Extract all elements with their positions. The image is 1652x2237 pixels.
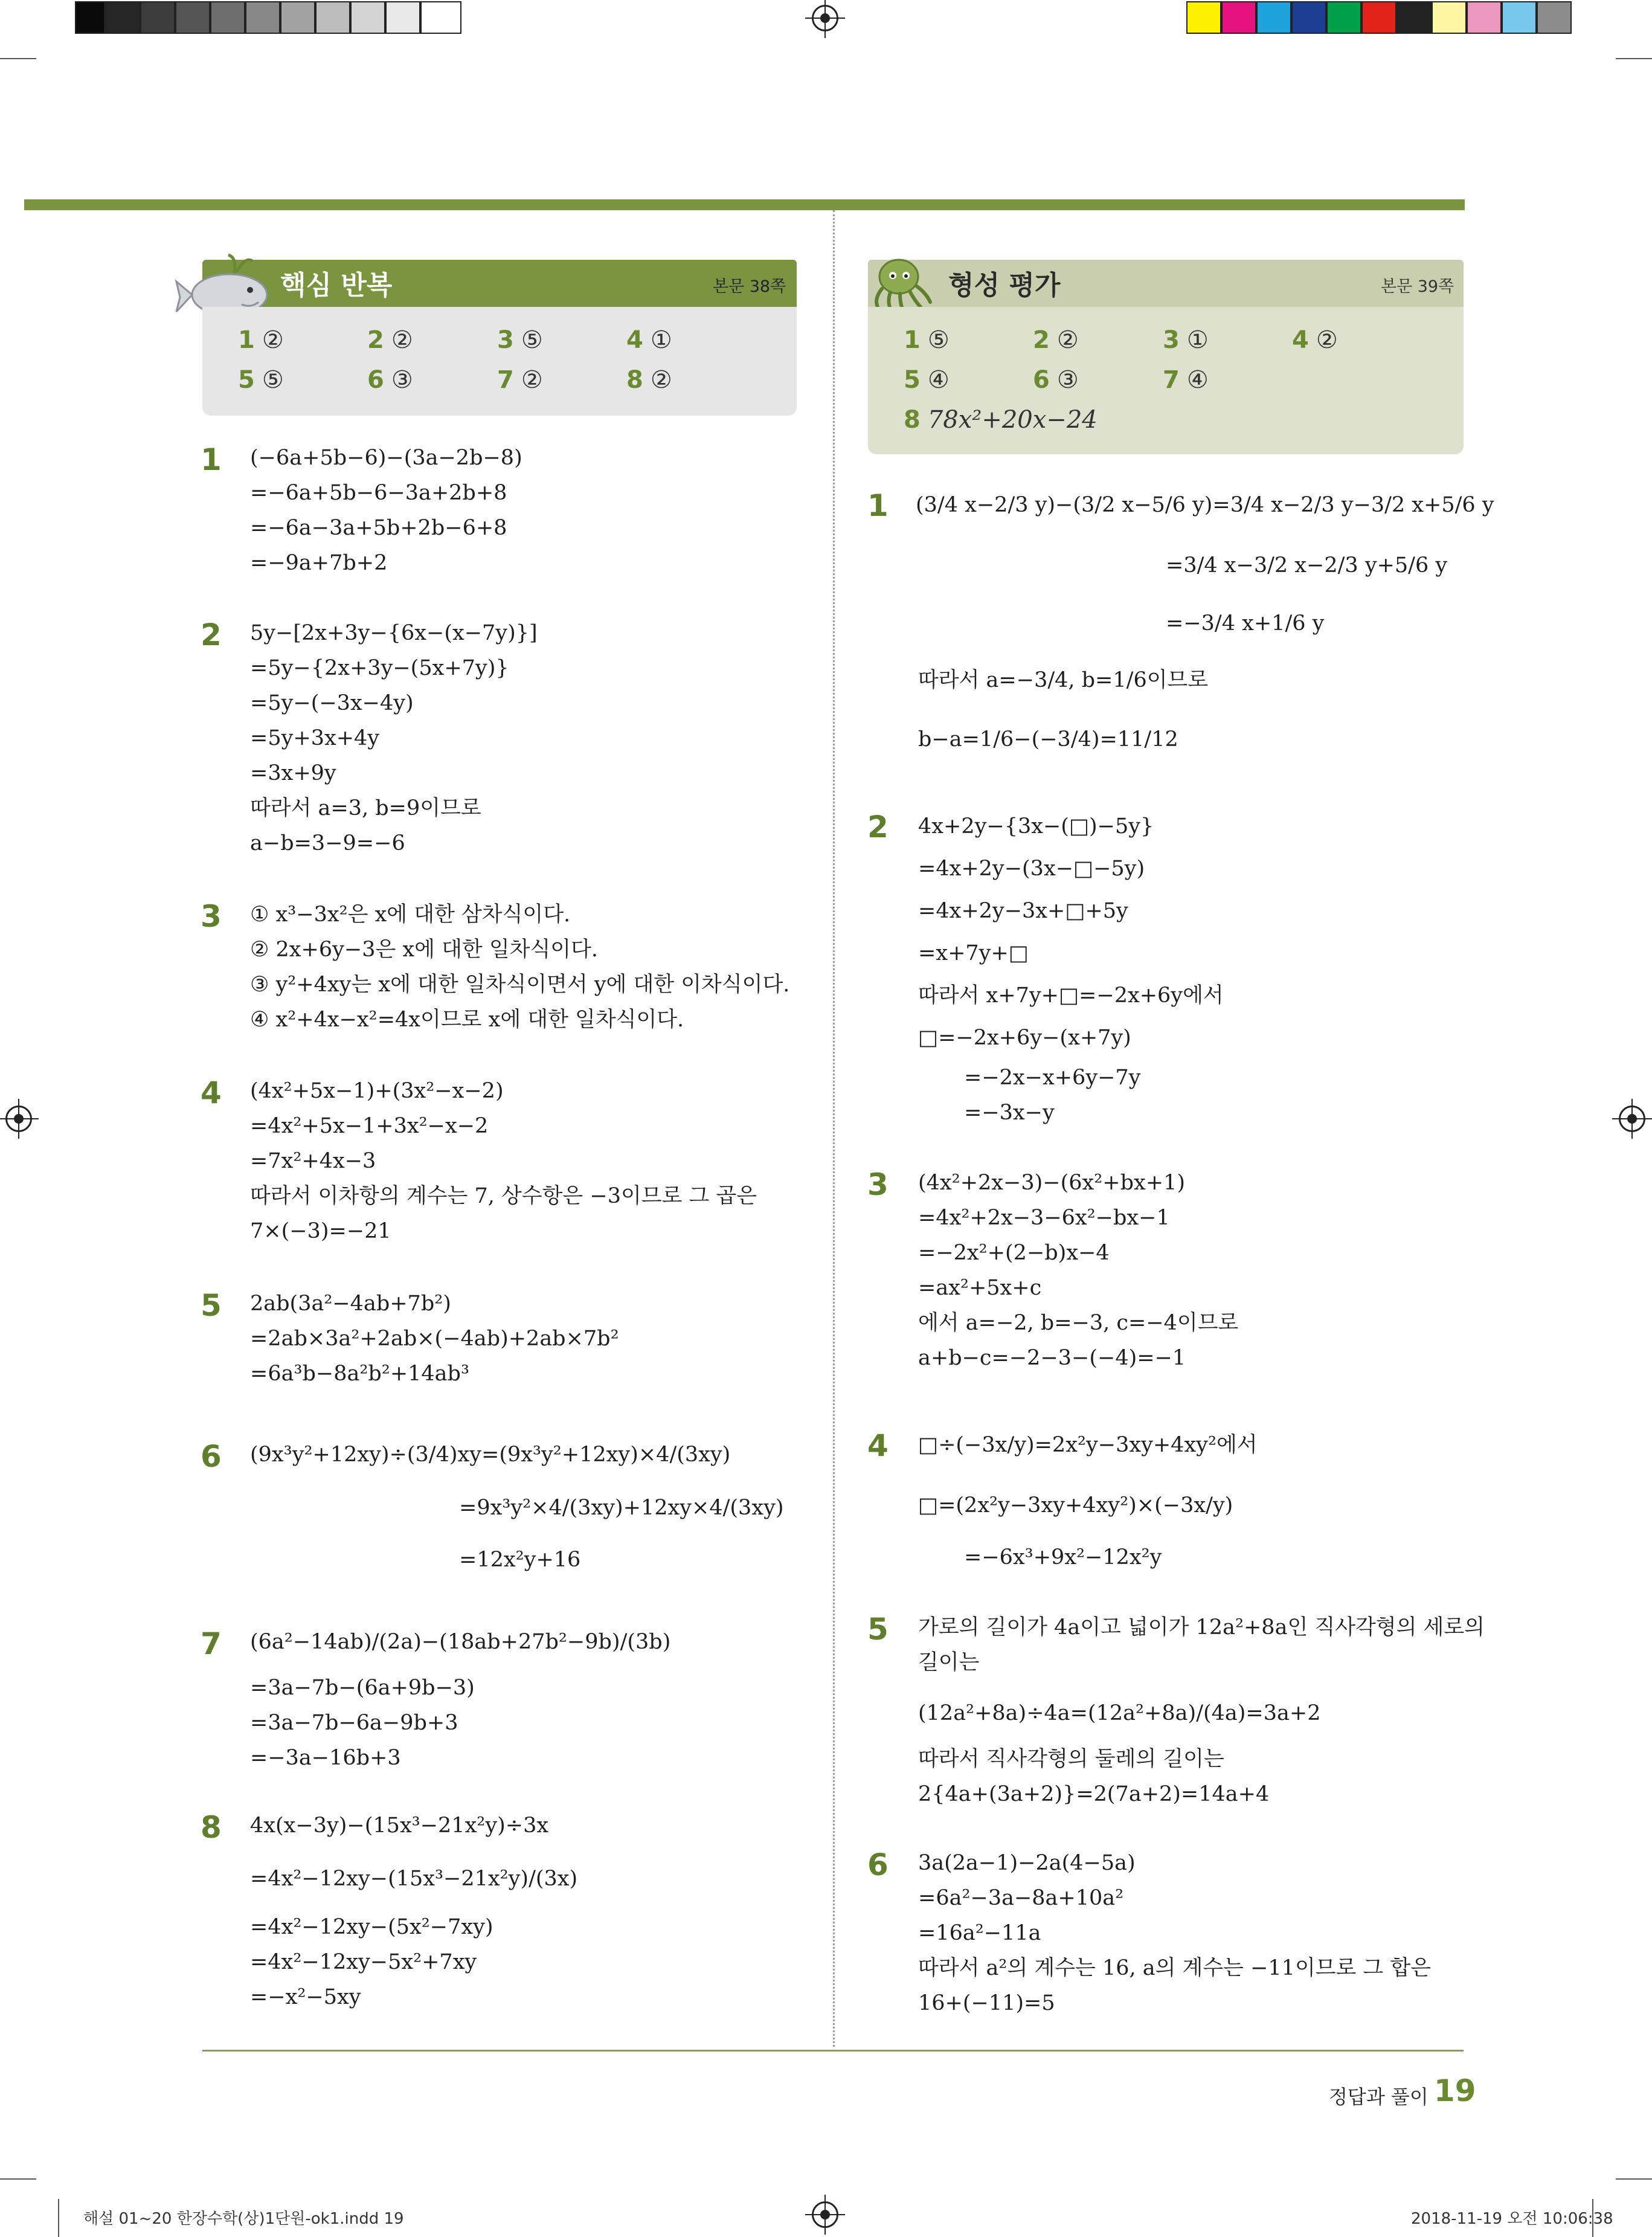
solution-line: (12a²+8a)÷4a=(12a²+8a)/(4a)=3a+2 — [918, 1701, 1321, 1725]
answer-item: 5 ⑤ — [238, 366, 284, 394]
answer-item: 5 ④ — [904, 366, 950, 394]
problem-number: 4 — [201, 1075, 222, 1110]
crop-mark — [0, 2178, 36, 2180]
solution-line: =−2x²+(2−b)x−4 — [918, 1241, 1110, 1265]
solution-line: =−6x³+9x²−12x²y — [964, 1545, 1162, 1569]
solution-line: =5y−{2x+3y−(5x+7y)} — [250, 656, 509, 680]
solution-line: =4x+2y−(3x−□−5y) — [918, 857, 1145, 881]
solution-line: a−b=3−9=−6 — [250, 831, 405, 855]
solution-line: =−3a−16b+3 — [250, 1746, 401, 1770]
solution-line: 따라서 x+7y+□=−2x+6y에서 — [918, 983, 1224, 1008]
solution-line: =4x²+2x−3−6x²−bx−1 — [918, 1206, 1170, 1230]
timestamp: 2018-11-19 오전 10:06:38 — [1411, 2210, 1613, 2228]
footer-label: 정답과 풀이 — [1329, 2085, 1429, 2108]
solution-line: (3/4 x−2/3 y)−(3/2 x−5/6 y)=3/4 x−2/3 y−3/2 x+5/6 y — [916, 493, 1494, 517]
answer-item: 8 ② — [626, 366, 672, 394]
solution-line: =−x²−5xy — [250, 1985, 361, 2009]
problem-number: 5 — [201, 1288, 222, 1323]
bottom-rule — [202, 2050, 1464, 2052]
solution-line: =3/4 x−3/2 x−2/3 y+5/6 y — [1166, 553, 1448, 578]
solution-line: 따라서 a²의 계수는 16, a의 계수는 −11이므로 그 합은 — [918, 1956, 1432, 1980]
crop-mark — [1616, 2178, 1652, 2180]
swatch — [1537, 1, 1572, 34]
solution-line: =9x³y²×4/(3xy)+12xy×4/(3xy) — [459, 1496, 784, 1520]
solution-line: 4x(x−3y)−(15x³−21x²y)÷3x — [250, 1814, 549, 1838]
solution-line: ① x³−3x²은 x에 대한 삼차식이다. — [250, 903, 571, 927]
solution-line: 16+(−11)=5 — [918, 1991, 1055, 2015]
file-info: 해설 01~20 한장수학(상)1단원-ok1.indd 19 — [83, 2210, 404, 2228]
solution-line: =7x²+4x−3 — [250, 1149, 376, 1173]
page-number: 19 — [1434, 2073, 1476, 2108]
problem-number: 6 — [201, 1439, 222, 1474]
answer-item: 4 ② — [1292, 326, 1338, 354]
solution-line: =−3/4 x+1/6 y — [1166, 611, 1325, 636]
problem-number: 1 — [867, 488, 889, 523]
answer-item: 3 ① — [1163, 326, 1209, 354]
top-rule — [24, 199, 1465, 210]
registration-mark-icon — [5, 1106, 32, 1132]
solution-line: (4x²+2x−3)−(6x²+bx+1) — [918, 1171, 1186, 1195]
registration-mark-icon — [812, 5, 838, 31]
solution-line: =−3x−y — [964, 1101, 1055, 1125]
registration-mark-icon — [1619, 1106, 1645, 1132]
solution-line: 4x+2y−{3x−(□)−5y} — [918, 814, 1154, 838]
crop-mark — [58, 2199, 59, 2237]
problem-number: 7 — [201, 1626, 222, 1661]
solution-line: □=−2x+6y−(x+7y) — [918, 1026, 1131, 1050]
solution-line: □÷(−3x/y)=2x²y−3xy+4xy²에서 — [918, 1433, 1258, 1457]
swatch — [210, 1, 245, 34]
left-section-title: 핵심 반복 — [280, 270, 393, 301]
left-answer-box — [202, 307, 797, 416]
answer-item: 6 ③ — [1033, 366, 1079, 394]
crop-mark — [1616, 58, 1652, 59]
solution-line: =2ab×3a²+2ab×(−4ab)+2ab×7b² — [250, 1327, 619, 1351]
solution-line: =−2x−x+6y−7y — [964, 1066, 1141, 1090]
crop-mark — [0, 58, 36, 59]
octopus-icon — [865, 254, 937, 314]
solution-line: =3a−7b−6a−9b+3 — [250, 1711, 458, 1735]
solution-line: 7×(−3)=−21 — [250, 1219, 391, 1243]
right-section-title: 형성 평가 — [948, 270, 1061, 301]
problem-number: 3 — [201, 899, 222, 934]
problem-number: 6 — [867, 1847, 889, 1882]
swatch — [75, 1, 105, 34]
answer-item: 1 ⑤ — [904, 326, 950, 354]
solution-line: =4x²+5x−1+3x²−x−2 — [250, 1114, 489, 1138]
answer-item: 7 ④ — [1163, 366, 1209, 394]
answer-item: 1 ② — [238, 326, 284, 354]
problem-number: 1 — [201, 442, 222, 477]
swatch — [1256, 1, 1291, 34]
solution-line: 따라서 이차항의 계수는 7, 상수항은 −3이므로 그 곱은 — [250, 1184, 757, 1208]
solution-line: =3a−7b−(6a+9b−3) — [250, 1676, 475, 1700]
solution-line: =3x+9y — [250, 761, 336, 785]
swatch — [280, 1, 315, 34]
solution-line: 에서 a=−2, b=−3, c=−4이므로 — [918, 1311, 1239, 1335]
swatch — [245, 1, 280, 34]
solution-line: (9x³y²+12xy)÷(3/4)xy=(9x³y²+12xy)×4/(3xy) — [250, 1443, 731, 1467]
answer-item: 3 ⑤ — [497, 326, 543, 354]
answer-item: 2 ② — [367, 326, 413, 354]
solution-line: ④ x²+4x−x²=4x이므로 x에 대한 일차식이다. — [250, 1008, 684, 1032]
answer-item: 7 ② — [497, 366, 543, 394]
swatch — [315, 1, 350, 34]
solution-line: =4x²−12xy−5x²+7xy — [250, 1950, 477, 1974]
swatch — [1291, 1, 1326, 34]
solution-line: =6a²−3a−8a+10a² — [918, 1886, 1124, 1910]
answer-item: 8 78x²+20x−24 — [904, 406, 1098, 434]
solution-line: □=(2x²y−3xy+4xy²)×(−3x/y) — [918, 1493, 1233, 1518]
answer-item: 2 ② — [1033, 326, 1079, 354]
solution-line: 2{4a+(3a+2)}=2(7a+2)=14a+4 — [918, 1782, 1270, 1806]
solution-line: (6a²−14ab)/(2a)−(18ab+27b²−9b)/(3b) — [250, 1630, 671, 1654]
solution-line: 2ab(3a²−4ab+7b²) — [250, 1292, 451, 1316]
solution-line: 3a(2a−1)−2a(4−5a) — [918, 1851, 1136, 1875]
swatch — [140, 1, 175, 34]
problem-number: 4 — [867, 1428, 889, 1463]
swatch — [1361, 1, 1396, 34]
swatch — [1221, 1, 1256, 34]
solution-line: ③ y²+4xy는 x에 대한 일차식이면서 y에 대한 이차식이다. — [250, 973, 790, 997]
solution-line: b−a=1/6−(−3/4)=11/12 — [918, 727, 1178, 752]
solution-line: =4x+2y−3x+□+5y — [918, 899, 1128, 923]
answer-item: 6 ③ — [367, 366, 413, 394]
solution-line: =−6a−3a+5b+2b−6+8 — [250, 516, 507, 540]
solution-line: 따라서 a=−3/4, b=1/6이므로 — [918, 668, 1209, 692]
solution-line: =5y+3x+4y — [250, 726, 380, 750]
solution-line: =4x²−12xy−(5x²−7xy) — [250, 1915, 493, 1939]
swatch — [1326, 1, 1361, 34]
left-section-page-ref: 본문 38쪽 — [713, 277, 786, 296]
solution-line: =x+7y+□ — [918, 941, 1029, 965]
solution-line: =6a³b−8a²b²+14ab³ — [250, 1362, 469, 1386]
swatch — [1396, 1, 1432, 34]
answer-item: 4 ① — [626, 326, 672, 354]
swatch — [1186, 1, 1221, 34]
solution-line: a+b−c=−2−3−(−4)=−1 — [918, 1346, 1186, 1370]
solution-line: (−6a+5b−6)−(3a−2b−8) — [250, 446, 522, 470]
swatch — [420, 1, 461, 34]
registration-mark-icon — [812, 2201, 838, 2228]
solution-line: 가로의 길이가 4a이고 넓이가 12a²+8a인 직사각형의 세로의 — [918, 1615, 1485, 1640]
solution-line: 5y−[2x+3y−{6x−(x−7y)}] — [250, 621, 538, 645]
swatch — [175, 1, 210, 34]
swatch — [1432, 1, 1467, 34]
solution-line: =−6a+5b−6−3a+2b+8 — [250, 481, 507, 505]
swatch — [1502, 1, 1537, 34]
solution-line: =−9a+7b+2 — [250, 551, 388, 575]
swatch — [350, 1, 385, 34]
problem-number: 8 — [201, 1810, 222, 1845]
solution-line: =5y−(−3x−4y) — [250, 691, 414, 715]
swatch — [105, 1, 140, 34]
column-divider — [833, 210, 835, 2047]
solution-line: =4x²−12xy−(15x³−21x²y)/(3x) — [250, 1867, 578, 1891]
right-section-page-ref: 본문 39쪽 — [1381, 277, 1454, 296]
solution-line: 따라서 a=3, b=9이므로 — [250, 796, 481, 820]
solution-line: 길이는 — [918, 1650, 980, 1675]
problem-number: 3 — [867, 1167, 889, 1202]
problem-number: 2 — [867, 810, 889, 845]
swatch — [1467, 1, 1502, 34]
solution-line: ② 2x+6y−3은 x에 대한 일차식이다. — [250, 938, 599, 962]
problem-number: 5 — [867, 1612, 889, 1647]
solution-line: 따라서 직사각형의 둘레의 길이는 — [918, 1747, 1224, 1771]
solution-line: =ax²+5x+c — [918, 1276, 1042, 1300]
solution-line: (4x²+5x−1)+(3x²−x−2) — [250, 1079, 504, 1103]
solution-line: =12x²y+16 — [459, 1548, 581, 1572]
solution-line: =16a²−11a — [918, 1921, 1041, 1945]
swatch — [385, 1, 420, 34]
problem-number: 2 — [201, 617, 222, 652]
